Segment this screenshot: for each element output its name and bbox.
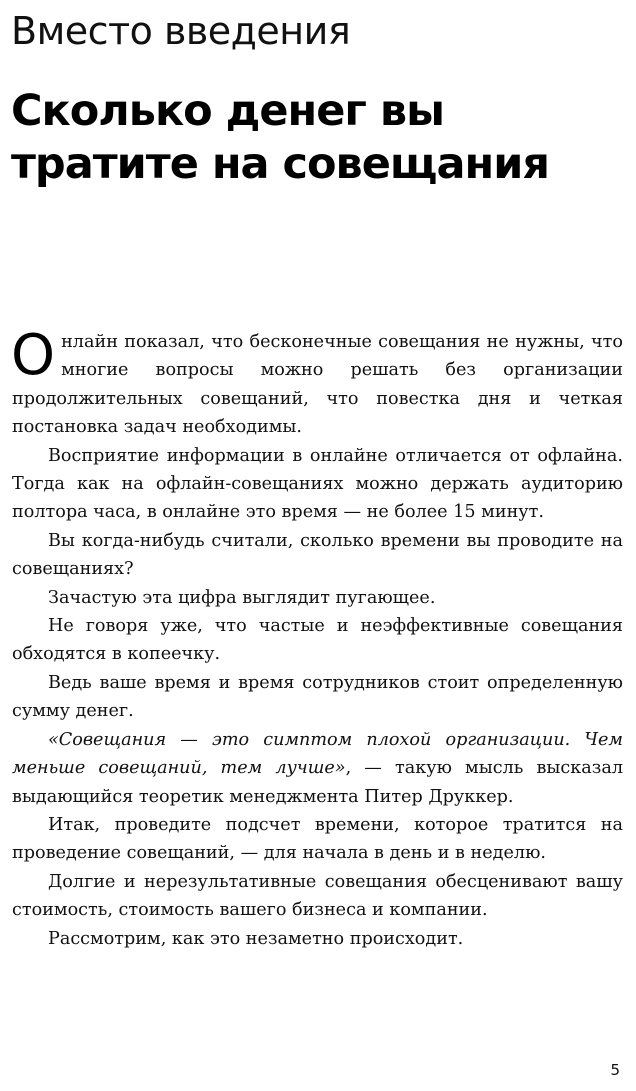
paragraph: Зачастую эта цифра выглядит пугающее. <box>48 587 436 608</box>
paragraph: Рассмотрим, как это незаметно происходит. <box>48 928 464 949</box>
paragraph: Не говоря уже, что частые и неэффективные совещания обходятся в копеечку. <box>12 616 623 665</box>
drucker-quote: «Совещания — это симптом плохой организации. Чем меньше совещаний, тем лучше» <box>12 729 623 779</box>
paragraph: Итак, проведите подсчет времени, которое тратится на проведение совещаний, — для начала в день и в неделю. <box>12 814 623 864</box>
paragraph-text: нлайн показал, что бесконечные совещания не нужны, что многие вопросы можно решать без организации продолжительных совещаний, что повестка дня и четкая постановка задач необходимы. <box>12 332 623 438</box>
chapter-title: Сколько денег вы тратите на совещания <box>11 86 549 189</box>
paragraph: Вы когда-нибудь считали, сколько времени вы проводите на совещаниях? <box>12 530 623 580</box>
section-label: Вместо введения <box>11 9 351 53</box>
body-text <box>11 323 623 953</box>
quote-attribution: , — такую мысль высказал выдающийся теоретик менеджмента Питер Друккер. <box>12 758 623 807</box>
paragraph-quote <box>12 726 623 811</box>
page-number: 5 <box>610 1061 620 1079</box>
paragraph-intro <box>11 323 623 442</box>
paragraph: Долгие и нерезультативные совещания обесценивают вашу стоимость, стоимость вашего бизнеса и компании. <box>12 871 623 921</box>
drop-cap: О <box>11 323 56 388</box>
paragraph: Ведь ваше время и время сотрудников стоит определенную сумму денег. <box>12 672 623 722</box>
paragraph: Восприятие информации в онлайне отличается от офлайна. Тогда как на офлайн-совещаниях можно держать аудиторию полтора часа, в онлайне это время — не более 15 минут. <box>12 445 623 523</box>
